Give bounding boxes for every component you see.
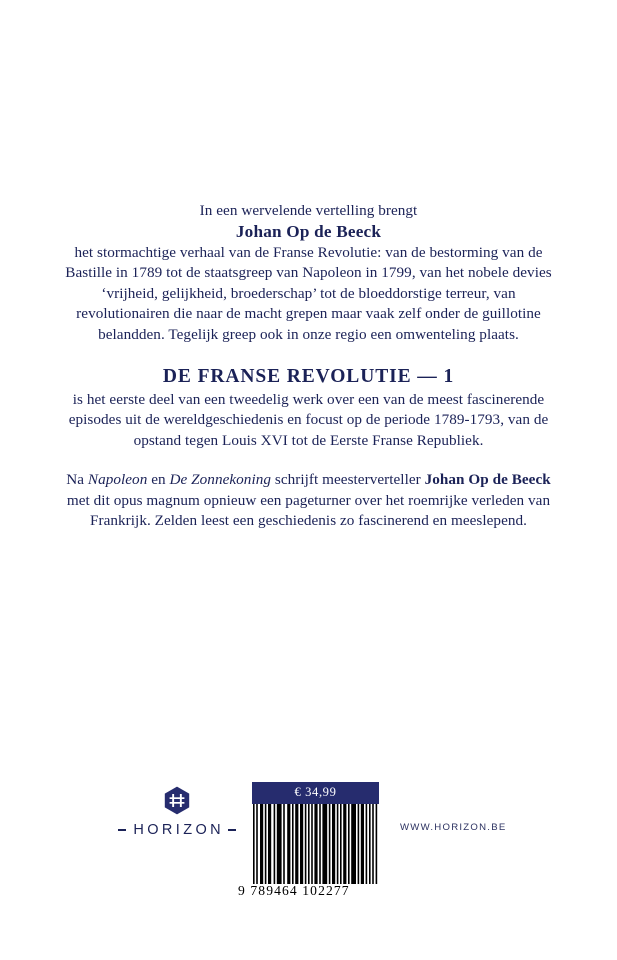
blurb-body-2: is het eerste deel van een tweedelig werk over een van de meest fascinerende episodes uit de wereldgeschiedenis en focust op de periode 1789-1793, van de opstand tegen Louis XVI tot de Eerste Franse Republiek. [68, 391, 549, 449]
book-title: DE FRANSE REVOLUTIE — 1 [162, 366, 455, 388]
hexagon-monogram-icon [164, 786, 190, 815]
isbn-number: 9 789464 102277 [238, 883, 350, 898]
blurb-mid-text-2: schrijft meesterverteller [271, 471, 425, 489]
blurb-paragraph-2 [60, 364, 557, 451]
price-banner: € 34,99 [252, 782, 379, 804]
blurb-paragraph-1 [60, 201, 557, 345]
blurb-body-1: het stormachtige verhaal van de Franse Revolutie: van de bestorming van de Bastille in 1789 tot de staatsgreep van Napoleon in 1799, van het nobele devies ‘vrijheid, gelijkheid, broederschap’ tot de bloeddorstige terreur, van revolutionairen die naar de macht grepen maar vaak zelf onder de guillotine belandden. Tegelijk greep ook in onze regio een omwenteling plaats. [65, 244, 552, 343]
barcode-block [238, 782, 379, 900]
author-name-2: Johan Op de Beeck [424, 471, 551, 489]
blurb-paragraph-3 [60, 470, 557, 531]
wordmark-dash-right-icon [228, 829, 236, 831]
blurb-mid-text-1: en [147, 471, 170, 489]
cover-footer [0, 772, 617, 902]
wordmark-dash-left-icon [118, 829, 126, 831]
related-title-de-zonnekoning: De Zonnekoning [169, 471, 272, 489]
blurb-intro-line: In een wervelende vertelling brengt [199, 202, 418, 220]
blurb-text-block [60, 186, 557, 547]
publisher-wordmark [118, 822, 236, 838]
publisher-website[interactable]: WWW.HORIZON.BE [400, 822, 507, 833]
isbn-row [238, 883, 379, 900]
related-title-napoleon: Napoleon [87, 471, 148, 489]
publisher-logo [118, 786, 236, 838]
blurb-pre-text: Na [66, 471, 88, 489]
publisher-name: HORIZON [133, 822, 225, 838]
author-name-1: Johan Op de Beeck [235, 221, 382, 241]
blurb-post-text: met dit opus magnum opnieuw een pageturner over het roemrijke verleden van Frankrijk. Zelden leest een geschiedenis zo fascinerend en meeslepend. [66, 491, 551, 530]
barcode-bars-icon [252, 804, 379, 884]
